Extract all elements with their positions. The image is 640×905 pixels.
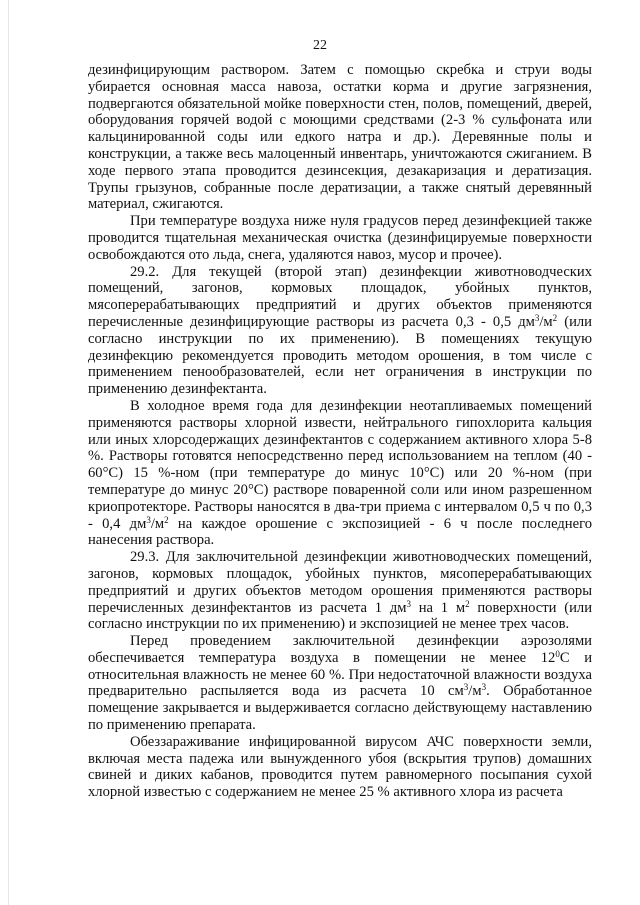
superscript: 2 <box>552 312 558 323</box>
text-run: /м <box>539 313 553 330</box>
text-run: 29.3. Для заключительной дезинфекции животноводческих помещений, загонов, кормовых площадок, убойных пунктов, мясоперерабатывающих предприятий и других объектов методом орошения применяются растворы перечисленных дезинфектантов из расчета 1 дм <box>88 549 592 616</box>
superscript: 3 <box>146 514 151 525</box>
superscript: 3 <box>481 682 487 693</box>
text-run: 29.2. Для текущей (второй этап) дезинфекции животноводческих помещений, загонов, кормовых площадок, убойных пунктов, мясоперерабатывающих предприятий и других объектов применяются перечисленные дезинфицирующие растворы из расчета 0,3 - 0,5 дм <box>88 263 592 330</box>
paragraph: Обеззараживание инфицированной вирусом АЧС поверхности земли, включая места падежа или вынужденного убоя (вскрытия трупов) домашних свиней и диких кабанов, проводится путем равномерного посыпания сухой хлорной известью с содержанием не менее 25 % активного хлора из расчета <box>88 733 592 801</box>
superscript: 3 <box>534 312 540 323</box>
text-run: Перед проведением заключительной дезинфекции аэрозолями обеспечивается температура воздуха в помещении не менее 12 <box>88 633 592 666</box>
paragraph <box>88 549 592 633</box>
text-run: (или согласно инструкции по их применению). В помещениях текущую дезинфекцию рекомендуется проводить методом орошения, в том числе с применением пенообразователей, если нет ограничения в инструкции по применению дезинфектанта. <box>88 313 592 398</box>
text-run: В холодное время года для дезинфекции неотапливаемых помещений применяются растворы хлорной извести, нейтрального гипохлорита кальция или иных хлорсодержащих дезинфектантов с содержанием активного хлора 5-8 %. Растворы готовятся непосредственно перед использованием на теплом (40 - 60°С) 15 %-ном (при температуре до минус 10°С) или 20 %-ном (при температуре до минус 20°С) растворе поваренной соли или ином разрешенном криопротекторе. Растворы наносятся в два-три приема с интервалом 0,5 ч по 0,3 - 0,4 дм <box>88 397 592 532</box>
body-text <box>88 62 592 801</box>
superscript: 3 <box>406 598 411 609</box>
page-number: 22 <box>313 38 327 53</box>
scan-edge <box>8 0 9 905</box>
text-run: /м <box>150 515 165 532</box>
superscript: 2 <box>465 598 470 609</box>
superscript: 0 <box>555 648 560 659</box>
text-run: на каждое орошение с экспозицией - 6 ч после последнего нанесения раствора. <box>88 515 593 549</box>
text-run: поверхности (или согласно инструкции по их применению) и экспозицией не менее трех часов. <box>88 599 592 633</box>
superscript: 3 <box>463 682 469 693</box>
text-run: /м <box>468 683 482 700</box>
paragraph: При температуре воздуха ниже нуля градусов перед дезинфекцией также проводится тщательная механическая очистка (дезинфицируемые поверхности освобождаются ото льда, снега, удаляются навоз, мусор и прочее). <box>88 213 592 263</box>
text-run: . Обработанное помещение закрывается и выдерживается согласно действующему наставлению по применению препарата. <box>88 683 592 734</box>
paragraph <box>88 633 592 734</box>
text-run: на 1 м <box>410 599 466 616</box>
paragraph <box>88 264 592 398</box>
text-run: С и относительная влажность не менее 60 %. При недостаточной влажности воздуха предварительно распыляется вода из расчета 10 см <box>88 649 592 700</box>
paragraph <box>88 398 592 549</box>
superscript: 2 <box>164 514 169 525</box>
paragraph: дезинфицирующим раствором. Затем с помощью скребка и струи воды убирается основная масса навоза, остатки корма и другие загрязнения, подвергаются обязательной мойке поверхности стен, полов, помещений, дверей, оборудования горячей водой с моющими средствами (2-3 % сульфоната или кальцинированной соды или едкого натра и др.). Деревянные полы и конструкции, а также весь малоценный инвентарь, уничтожаются сжиганием. В ходе первого этапа проводится дезинсекция, дезакаризация и дератизация. Трупы грызунов, собранные после дератизации, а также снятый деревянный материал, сжигаются. <box>88 62 592 213</box>
